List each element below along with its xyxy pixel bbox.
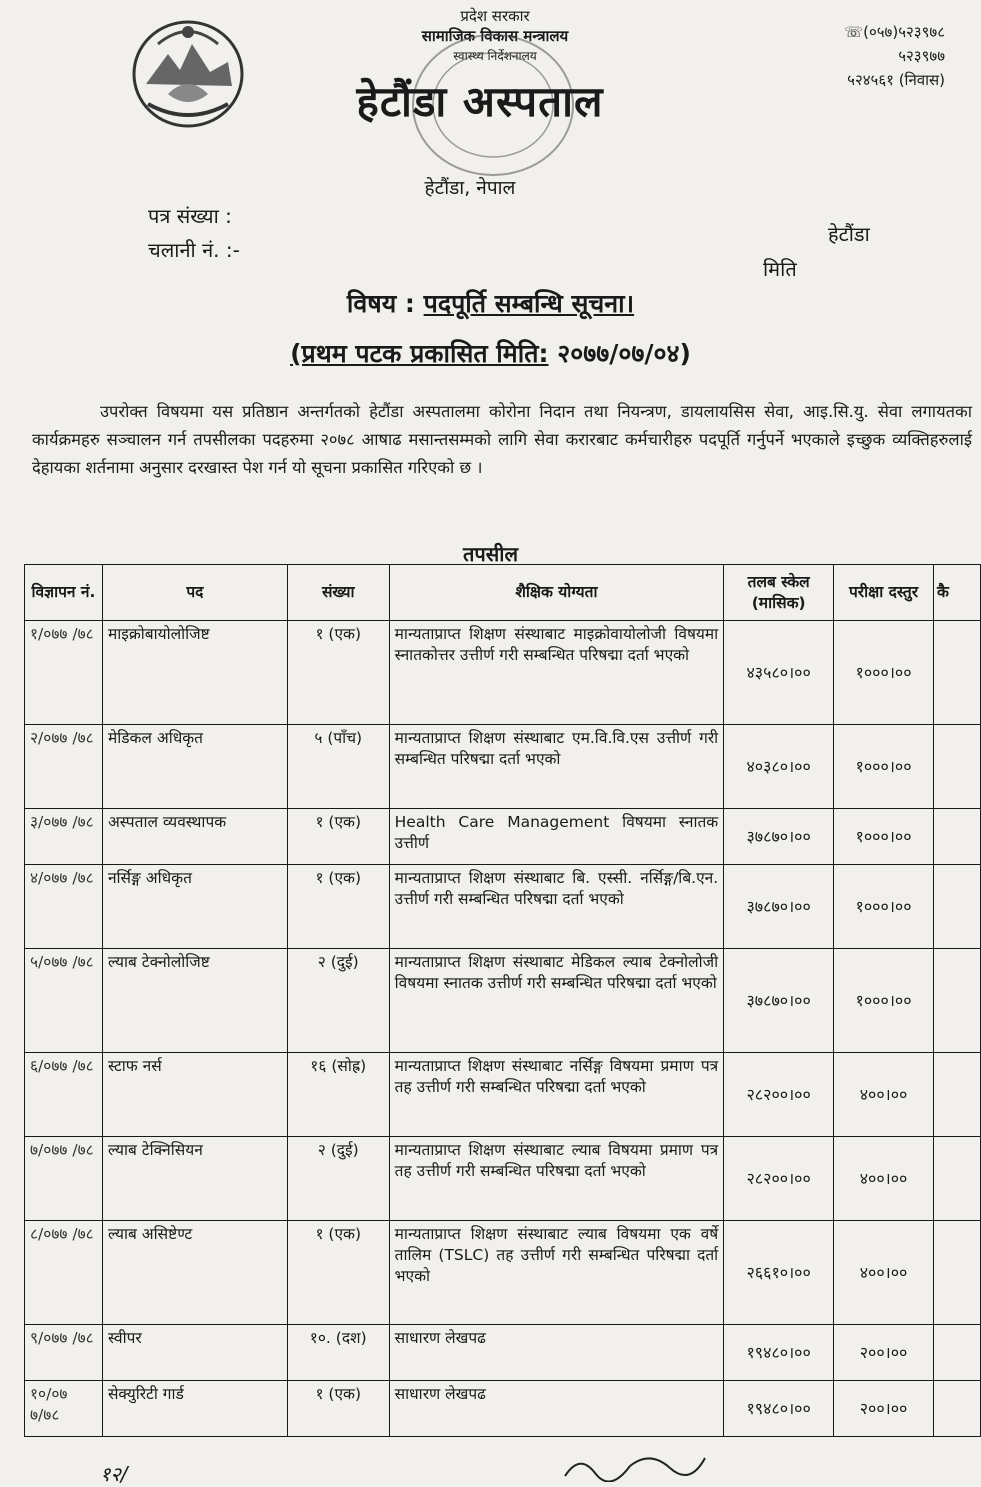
place-name: हेटौंडा: [828, 222, 870, 246]
cell-post: नर्सिङ्ग अधिकृत: [102, 865, 287, 949]
table-row: [25, 1053, 981, 1137]
cell-ad-no: ६/०७७ /७८: [25, 1053, 103, 1137]
header-salary: तलब स्केल (मासिक): [724, 565, 834, 621]
date-label: मिति: [763, 257, 797, 281]
cell-qualification: साधारण लेखपढ: [389, 1381, 724, 1437]
ministry-line: प्रदेश सरकार: [460, 7, 530, 25]
cell-fee: २००।००: [834, 1381, 934, 1437]
cell-count: १ (एक): [287, 1221, 389, 1325]
cell-qualification: साधारण लेखपढ: [389, 1325, 724, 1381]
header-qualification: शैक्षिक योग्यता: [389, 565, 724, 621]
cell-qualification: मान्यताप्राप्त शिक्षण संस्थाबाट मेडिकल ल्याब टेक्नोलोजी विषयमा स्नातक उत्तीर्ण गरी सम्बन्धित परिषद्मा दर्ता भएको: [389, 949, 724, 1053]
subject-label: विषय :: [346, 289, 415, 318]
phone-numbers: [725, 20, 945, 92]
cell-remarks: [933, 1137, 980, 1221]
cell-post: सेक्युरिटी गार्ड: [102, 1381, 287, 1437]
published-date: २०७७/०७/०४): [557, 339, 691, 368]
cell-fee: १०००।००: [834, 949, 934, 1053]
hospital-location: हेटौंडा, नेपाल: [424, 177, 516, 199]
cell-fee: ४००।००: [834, 1053, 934, 1137]
cell-qualification: मान्यताप्राप्त शिक्षण संस्थाबाट ल्याब विषयमा एक वर्षे तालिम (TSLC) तह उत्तीर्ण गरी सम्बन्धित परिषद्मा दर्ता भएको: [389, 1221, 724, 1325]
cell-remarks: [933, 621, 980, 725]
cell-count: २ (दुई): [287, 1137, 389, 1221]
table-row: [25, 809, 981, 865]
cell-ad-no: ७/०७७ /७८: [25, 1137, 103, 1221]
header-ad-no: विज्ञापन नं.: [25, 565, 103, 621]
cell-salary: २८२००।००: [724, 1137, 834, 1221]
cell-remarks: [933, 809, 980, 865]
cell-fee: ४००।००: [834, 1137, 934, 1221]
cell-post: माइक्रोबायोलोजिष्ट: [102, 621, 287, 725]
cell-ad-no: २/०७७ /७८: [25, 725, 103, 809]
table-row: [25, 949, 981, 1053]
cell-fee: ४००।००: [834, 1221, 934, 1325]
phone-office: ☏(०५७)५२३९७८: [844, 23, 945, 41]
hospital-name: हेटौंडा अस्पताल: [356, 77, 604, 126]
cell-post: स्टाफ नर्स: [102, 1053, 287, 1137]
dispatch-number-label: चलानी नं. :-: [148, 238, 240, 262]
footer-initial: १२/: [100, 1462, 128, 1486]
cell-salary: ४३५८०।००: [724, 621, 834, 725]
cell-post: ल्याब टेक्नोलोजिष्ट: [102, 949, 287, 1053]
cell-qualification: मान्यताप्राप्त शिक्षण संस्थाबाट एम.वि.वि.एस उत्तीर्ण गरी सम्बन्धित परिषद्मा दर्ता भएको: [389, 725, 724, 809]
table-row: [25, 1137, 981, 1221]
cell-qualification: मान्यताप्राप्त शिक्षण संस्थाबाट ल्याब विषयमा प्रमाण पत्र तह उत्तीर्ण गरी सम्बन्धित परिषद्मा दर्ता भएको: [389, 1137, 724, 1221]
table-row: [25, 725, 981, 809]
cell-remarks: [933, 949, 980, 1053]
vacancy-table: [24, 564, 981, 1437]
published-label: (प्रथम पटक प्रकासित मिति:: [290, 339, 549, 368]
signature-icon: [560, 1448, 710, 1482]
cell-fee: १०००।००: [834, 809, 934, 865]
cell-salary: १९४८०।००: [724, 1325, 834, 1381]
table-row: [25, 1221, 981, 1325]
header-post: पद: [102, 565, 287, 621]
cell-fee: १०००।००: [834, 621, 934, 725]
cell-ad-no: १०/०७ ७/७८: [25, 1381, 103, 1437]
cell-post: मेडिकल अधिकृत: [102, 725, 287, 809]
cell-fee: १०००।००: [834, 865, 934, 949]
cell-count: १०. (दश): [287, 1325, 389, 1381]
cell-qualification: मान्यताप्राप्त शिक्षण संस्थाबाट नर्सिङ्ग विषयमा प्रमाण पत्र तह उत्तीर्ण गरी सम्बन्धित परिषद्मा दर्ता भएको: [389, 1053, 724, 1137]
header-fee: परीक्षा दस्तुर: [834, 565, 934, 621]
subject-line: [0, 286, 981, 320]
nepal-emblem-icon: [128, 14, 248, 132]
cell-remarks: [933, 725, 980, 809]
cell-remarks: [933, 865, 980, 949]
cell-salary: २६६१०।००: [724, 1221, 834, 1325]
cell-salary: २८२००।००: [724, 1053, 834, 1137]
cell-post: ल्याब टेक्निसियन: [102, 1137, 287, 1221]
phone-office-2: ५२३९७७: [898, 47, 945, 65]
cell-ad-no: ८/०७७ /७८: [25, 1221, 103, 1325]
cell-post: स्वीपर: [102, 1325, 287, 1381]
cell-count: १ (एक): [287, 621, 389, 725]
cell-ad-no: ९/०७७ /७८: [25, 1325, 103, 1381]
notice-paragraph: उपरोक्त विषयमा यस प्रतिष्ठान अन्तर्गतको हेटौंडा अस्पतालमा कोरोना निदान तथा नियन्त्रण, डायलायसिस सेवा, आइ.सि.यु. सेवा लगायतका कार्यक्रमहरु सञ्चालन गर्न तपसीलका पदहरुमा २०७८ आषाढ मसान्तसम्मको लागि सेवा करारबाट कर्मचारीहरु पदपूर्ति गर्नुपर्ने भएकाले इच्छुक व्यक्तिहरुलाई देहायका शर्तनामा अनुसार दरखास्त पेश गर्न यो सूचना प्रकासित गरिएको छ ।: [32, 402, 972, 477]
cell-count: १६ (सोह्र): [287, 1053, 389, 1137]
cell-count: १ (एक): [287, 865, 389, 949]
cell-ad-no: १/०७७ /७८: [25, 621, 103, 725]
cell-salary: ३७८७०।००: [724, 865, 834, 949]
cell-ad-no: ३/०७७ /७८: [25, 809, 103, 865]
header-count: संख्या: [287, 565, 389, 621]
header-remarks: कै: [933, 565, 980, 621]
phone-residence: ५२४५६१ (निवास): [847, 71, 945, 89]
published-date-line: [0, 336, 981, 370]
cell-remarks: [933, 1053, 980, 1137]
cell-post: ल्याब असिष्टेण्ट: [102, 1221, 287, 1325]
table-title: तपसील: [462, 542, 519, 566]
ministry-line: सामाजिक विकास मन्त्रालय: [421, 27, 569, 45]
table-row: [25, 1381, 981, 1437]
cell-count: ५ (पाँच): [287, 725, 389, 809]
ministry-line: स्वास्थ्य निर्देशनालय: [453, 49, 537, 63]
cell-salary: ३७८७०।००: [724, 949, 834, 1053]
cell-qualification: मान्यताप्राप्त शिक्षण संस्थाबाट माइक्रोवायोलोजी विषयमा स्नातकोत्तर उत्तीर्ण गरी सम्बन्धित परिषद्मा दर्ता भएको: [389, 621, 724, 725]
table-row: [25, 1325, 981, 1381]
cell-salary: १९४८०।००: [724, 1381, 834, 1437]
cell-ad-no: ५/०७७ /७८: [25, 949, 103, 1053]
table-row: [25, 865, 981, 949]
cell-fee: १०००।००: [834, 725, 934, 809]
cell-remarks: [933, 1221, 980, 1325]
cell-salary: ३७८७०।००: [724, 809, 834, 865]
cell-qualification: मान्यताप्राप्त शिक्षण संस्थाबाट बि. एस्सी. नर्सिङ्ग/बि.एन. उत्तीर्ण गरी सम्बन्धित परिषद्मा दर्ता भएको: [389, 865, 724, 949]
cell-remarks: [933, 1381, 980, 1437]
cell-qualification: Health Care Management विषयमा स्नातक उत्तीर्ण: [389, 809, 724, 865]
table-header-row: [25, 565, 981, 621]
subject-text: पदपूर्ति सम्बन्धि सूचना।: [423, 289, 635, 318]
cell-fee: २००।००: [834, 1325, 934, 1381]
cell-count: १ (एक): [287, 809, 389, 865]
table-row: [25, 621, 981, 725]
cell-count: २ (दुई): [287, 949, 389, 1053]
cell-count: १ (एक): [287, 1381, 389, 1437]
cell-post: अस्पताल व्यवस्थापक: [102, 809, 287, 865]
letter-number-label: पत्र संख्या :: [148, 204, 232, 228]
cell-salary: ४०३८०।००: [724, 725, 834, 809]
cell-remarks: [933, 1325, 980, 1381]
cell-ad-no: ४/०७७ /७८: [25, 865, 103, 949]
